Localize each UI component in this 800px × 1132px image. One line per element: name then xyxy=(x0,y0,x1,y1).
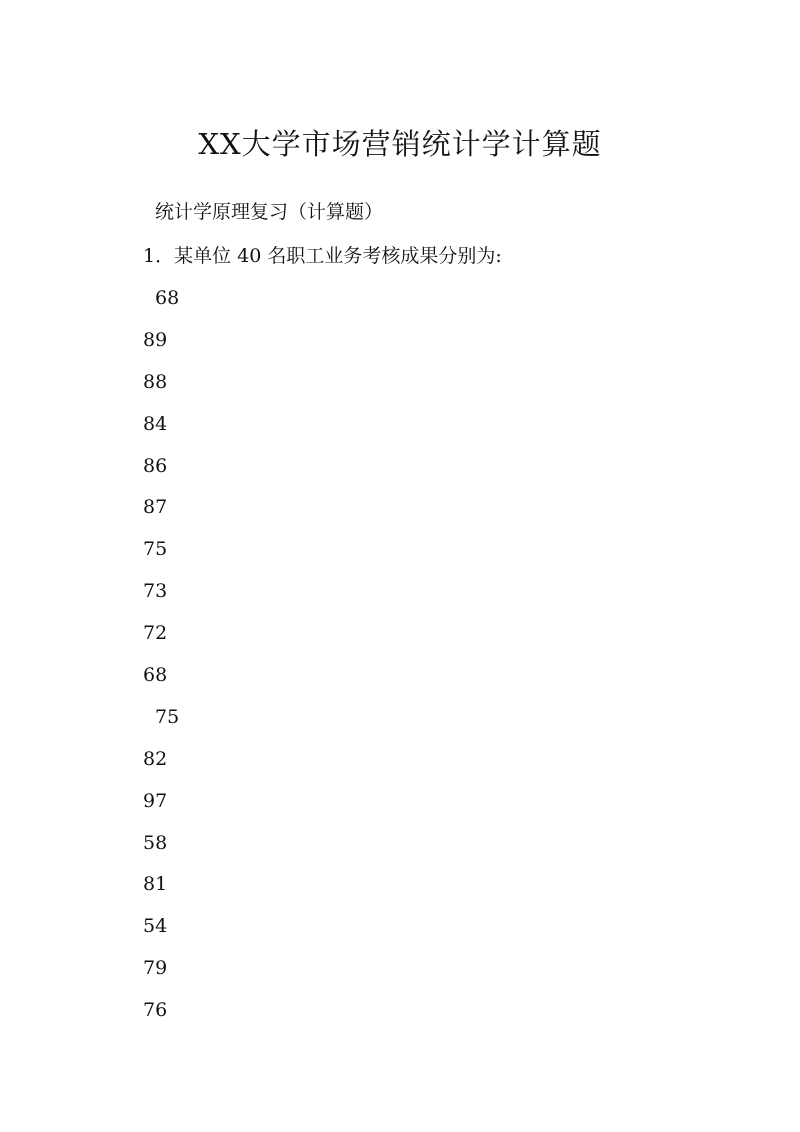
score-item: 87 xyxy=(143,496,168,519)
score-item: 76 xyxy=(143,999,168,1022)
score-item: 68 xyxy=(155,287,180,309)
score-item: 84 xyxy=(143,412,168,435)
score-item: 82 xyxy=(143,747,168,770)
score-item: 75 xyxy=(155,705,180,728)
score-item: 72 xyxy=(143,622,168,645)
score-item: 89 xyxy=(143,328,168,351)
score-item: 97 xyxy=(143,789,168,812)
score-item: 58 xyxy=(143,831,168,854)
score-item: 81 xyxy=(143,873,168,896)
score-item: 88 xyxy=(143,370,168,393)
score-item: 79 xyxy=(143,957,168,980)
score-item: 68 xyxy=(143,664,168,687)
score-item: 73 xyxy=(143,580,168,603)
section-subtitle: 统计学原理复习（计算题） xyxy=(155,201,384,223)
score-list xyxy=(0,283,800,1037)
score-item: 86 xyxy=(143,454,168,477)
score-item: 54 xyxy=(143,915,168,938)
document-title: XX大学市场营销统计学计算题 xyxy=(198,127,602,161)
score-item: 75 xyxy=(143,538,168,561)
question-1-text: 1．某单位 40 名职工业务考核成果分别为: xyxy=(143,245,502,267)
